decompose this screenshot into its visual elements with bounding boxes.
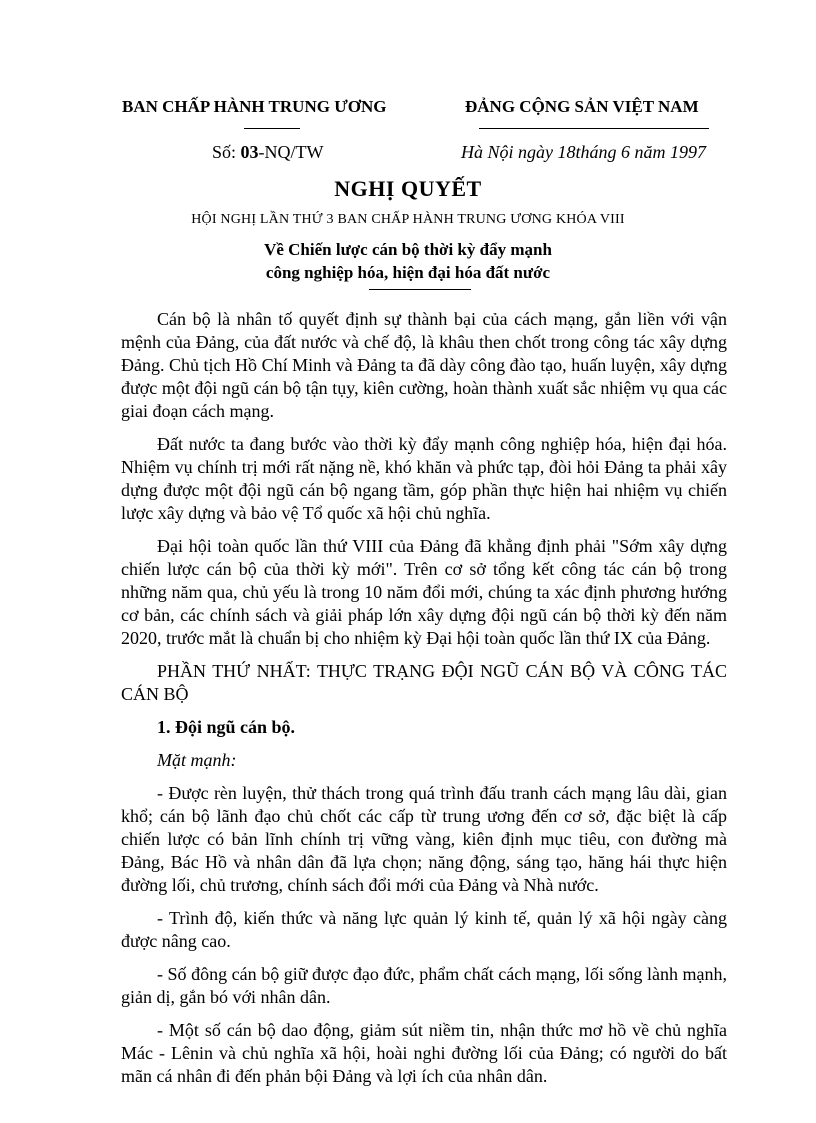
number-prefix: Số: [212, 142, 241, 162]
right-header-rule [479, 128, 709, 129]
number-value: 03 [240, 142, 259, 162]
issuing-body: BAN CHẤP HÀNH TRUNG ƯƠNG [122, 97, 387, 116]
bullet-item: - Được rèn luyện, thử thách trong quá trình đấu tranh cách mạng lâu dài, gian khổ; cán bộ lãnh đạo chủ chốt các cấp từ trung ương đến cơ sở, đặc biệt là cấp chiến lược có bản lĩnh chính trị vững vàng, kiên định mục tiêu, con đường mà Đảng, Bác Hồ và nhân dân đã lựa chọn; năng động, sáng tạo, hăng hái thực hiện đường lối, chủ trương, chính sách đổi mới của Đảng và Nhà nước. [121, 783, 727, 895]
bullet-item: - Một số cán bộ dao động, giảm sút niềm tin, nhận thức mơ hồ về chủ nghĩa Mác - Lênin và chủ nghĩa xã hội, hoài nghi đường lối của Đảng; có người do bất mãn cá nhân đi đến phản bội Đảng và lợi ích của nhân dân. [121, 1020, 727, 1086]
strengths-label: Mặt mạnh: [157, 750, 237, 770]
bullet-item: - Trình độ, kiến thức và năng lực quản lý kinh tế, quản lý xã hội ngày càng được nâng cao. [121, 908, 727, 951]
document-number [212, 142, 324, 163]
document-title: NGHỊ QUYẾT [334, 176, 482, 201]
bullet-item: - Số đông cán bộ giữ được đạo đức, phẩm chất cách mạng, lối sống lành mạnh, giản dị, gắn bó với nhân dân. [121, 964, 727, 1007]
paragraph-intro: Cán bộ là nhân tố quyết định sự thành bại của cách mạng, gắn liền với vận mệnh của Đảng, của đất nước và chế độ, là khâu then chốt trong công tác xây dựng Đảng. Chủ tịch Hồ Chí Minh và Đảng ta đã dày công đào tạo, huấn luyện, xây dựng được một đội ngũ cán bộ tận tụy, kiên cường, hoàn thành xuất sắc nhiệm vụ qua các giai đoạn cách mạng. [121, 309, 727, 421]
title-rule [369, 289, 471, 290]
part-one-heading: PHẦN THỨ NHẤT: THỰC TRẠNG ĐỘI NGŨ CÁN BỘ VÀ CÔNG TÁC CÁN BỘ [121, 661, 727, 704]
topic-line-1: Về Chiến lược cán bộ thời kỳ đẩy mạnh [264, 240, 552, 259]
topic-line-2: công nghiệp hóa, hiện đại hóa đất nước [265, 263, 551, 282]
paragraph-context: Đất nước ta đang bước vào thời kỳ đẩy mạnh công nghiệp hóa, hiện đại hóa. Nhiệm vụ chính trị mới rất nặng nề, khó khăn và phức tạp, đòi hỏi Đảng ta phải xây dựng được một đội ngũ cán bộ ngang tầm, góp phần thực hiện hai nhiệm vụ chiến lược xây dựng và bảo vệ Tổ quốc xã hội chủ nghĩa. [121, 434, 727, 523]
conference-line: HỘI NGHỊ LẦN THỨ 3 BAN CHẤP HÀNH TRUNG ƯƠNG KHÓA VIII [191, 212, 625, 227]
paragraph-congress: Đại hội toàn quốc lần thứ VIII của Đảng đã khẳng định phải "Sớm xây dựng chiến lược cán bộ của thời kỳ mới". Trên cơ sở tổng kết công tác cán bộ trong những năm qua, chủ yếu là trong 10 năm đổi mới, chúng ta xác định phương hướng cơ bản, các chính sách và giải pháp lớn xây dựng đội ngũ cán bộ thời kỳ đến năm 2020, trước mắt là chuẩn bị cho nhiệm kỳ Đại hội toàn quốc lần thứ IX của Đảng. [121, 536, 727, 648]
document-body [121, 308, 727, 1098]
place-date: Hà Nội ngày 18tháng 6 năm 1997 [461, 142, 706, 162]
document-topic [0, 238, 816, 284]
party-name: ĐẢNG CỘNG SẢN VIỆT NAM [465, 97, 699, 116]
section-one-heading: 1. Đội ngũ cán bộ. [157, 717, 296, 737]
left-header-rule [244, 128, 300, 129]
number-suffix: -NQ/TW [258, 142, 324, 162]
